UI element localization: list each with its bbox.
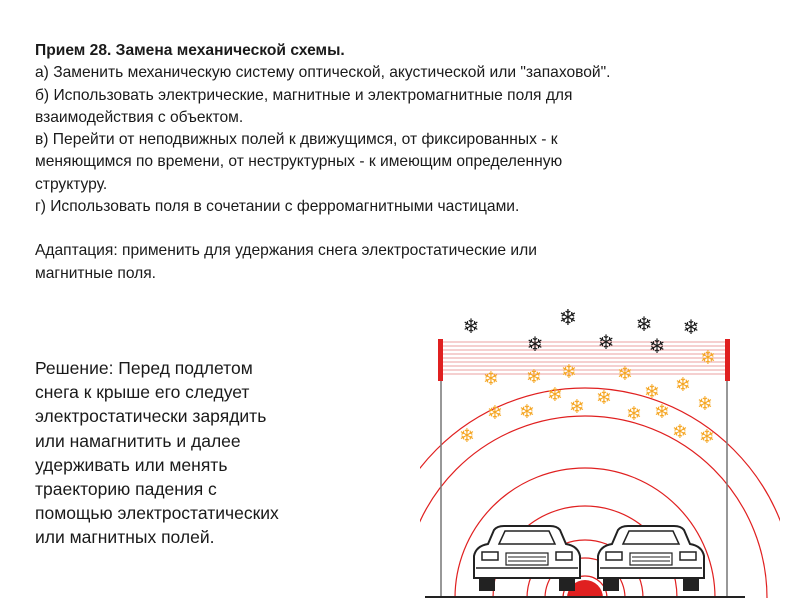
charged-snowflake-icon: ❄ (526, 366, 542, 388)
adaptation-line-2: магнитные поля. (35, 264, 157, 282)
charged-snowflake-icon: ❄ (596, 387, 612, 409)
car-left (474, 526, 580, 590)
dark-snowflake-icon: ❄ (558, 306, 578, 331)
right-electrode (725, 339, 730, 381)
solution-line: электростатически зарядить (35, 406, 267, 427)
adaptation-line-1: Адаптация: применить для удержания снега электростатические или (35, 242, 537, 260)
charged-snowflake-icon: ❄ (699, 426, 715, 448)
item-b-line-2: взаимодействия с объектом. (35, 108, 244, 126)
field-arc (375, 388, 795, 600)
dark-snowflake-icon: ❄ (526, 332, 544, 356)
solution-line: или магнитных полей. (35, 527, 215, 548)
dark-snowflake-icon: ❄ (682, 315, 700, 339)
dark-snowflake-icon: ❄ (648, 334, 666, 358)
solution-line: удерживать или менять (35, 454, 228, 475)
charged-snowflake-icon: ❄ (519, 401, 535, 423)
charged-snowflake-icon: ❄ (459, 425, 475, 447)
item-d: г) Использовать поля в сочетании с ферромагнитными частицами. (35, 198, 520, 216)
solution-line: помощью электростатических (35, 503, 279, 524)
charged-snowflake-icon: ❄ (700, 347, 716, 369)
charged-snowflake-icon: ❄ (654, 401, 670, 423)
charged-snowflake-icon: ❄ (569, 396, 585, 418)
charged-snowflake-icon: ❄ (617, 363, 633, 385)
charged-snowflake-icon: ❄ (487, 402, 503, 424)
charged-snowflake-icon: ❄ (672, 421, 688, 443)
charged-snowflake-icon: ❄ (483, 368, 499, 390)
charged-snowflake-icon: ❄ (561, 361, 577, 383)
left-electrode (438, 339, 443, 381)
charged-snowflake-icon: ❄ (547, 384, 563, 406)
solution-line: траекторию падения с (35, 479, 217, 500)
item-c-line-3: структуру. (35, 175, 108, 193)
item-c-line-1: в) Перейти от неподвижных полей к движущимся, от фиксированных - к (35, 131, 558, 149)
method-number: 28 (89, 42, 108, 59)
dark-snowflake-icon: ❄ (597, 330, 615, 354)
solution-line: Решение: Перед подлетом (35, 358, 253, 378)
item-c-line-2: меняющимся по времени, от неструктурных - к имеющим определенную (35, 153, 563, 171)
dark-snowflake-icon: ❄ (462, 314, 480, 338)
car-right (598, 526, 704, 590)
solution-line: или намагнитить и далее (35, 430, 241, 451)
method-title-prefix: Прием (35, 42, 90, 59)
charged-snowflake-icon: ❄ (697, 393, 713, 415)
field-arcs (375, 388, 795, 600)
dark-snowflake-icon: ❄ (635, 312, 653, 336)
charged-snowflake-icon: ❄ (644, 381, 660, 403)
solution-line: снега к крыше его следует (35, 382, 250, 403)
charged-snowflake-icon: ❄ (626, 403, 642, 425)
method-title-text: . Замена механической схемы. (107, 42, 345, 59)
item-a: а) Заменить механическую систему оптической, акустической или "запаховой". (35, 64, 611, 82)
charged-snowflake-icon: ❄ (675, 374, 691, 396)
item-b-line-1: б) Использовать электрические, магнитные и электромагнитные поля для (35, 86, 573, 104)
